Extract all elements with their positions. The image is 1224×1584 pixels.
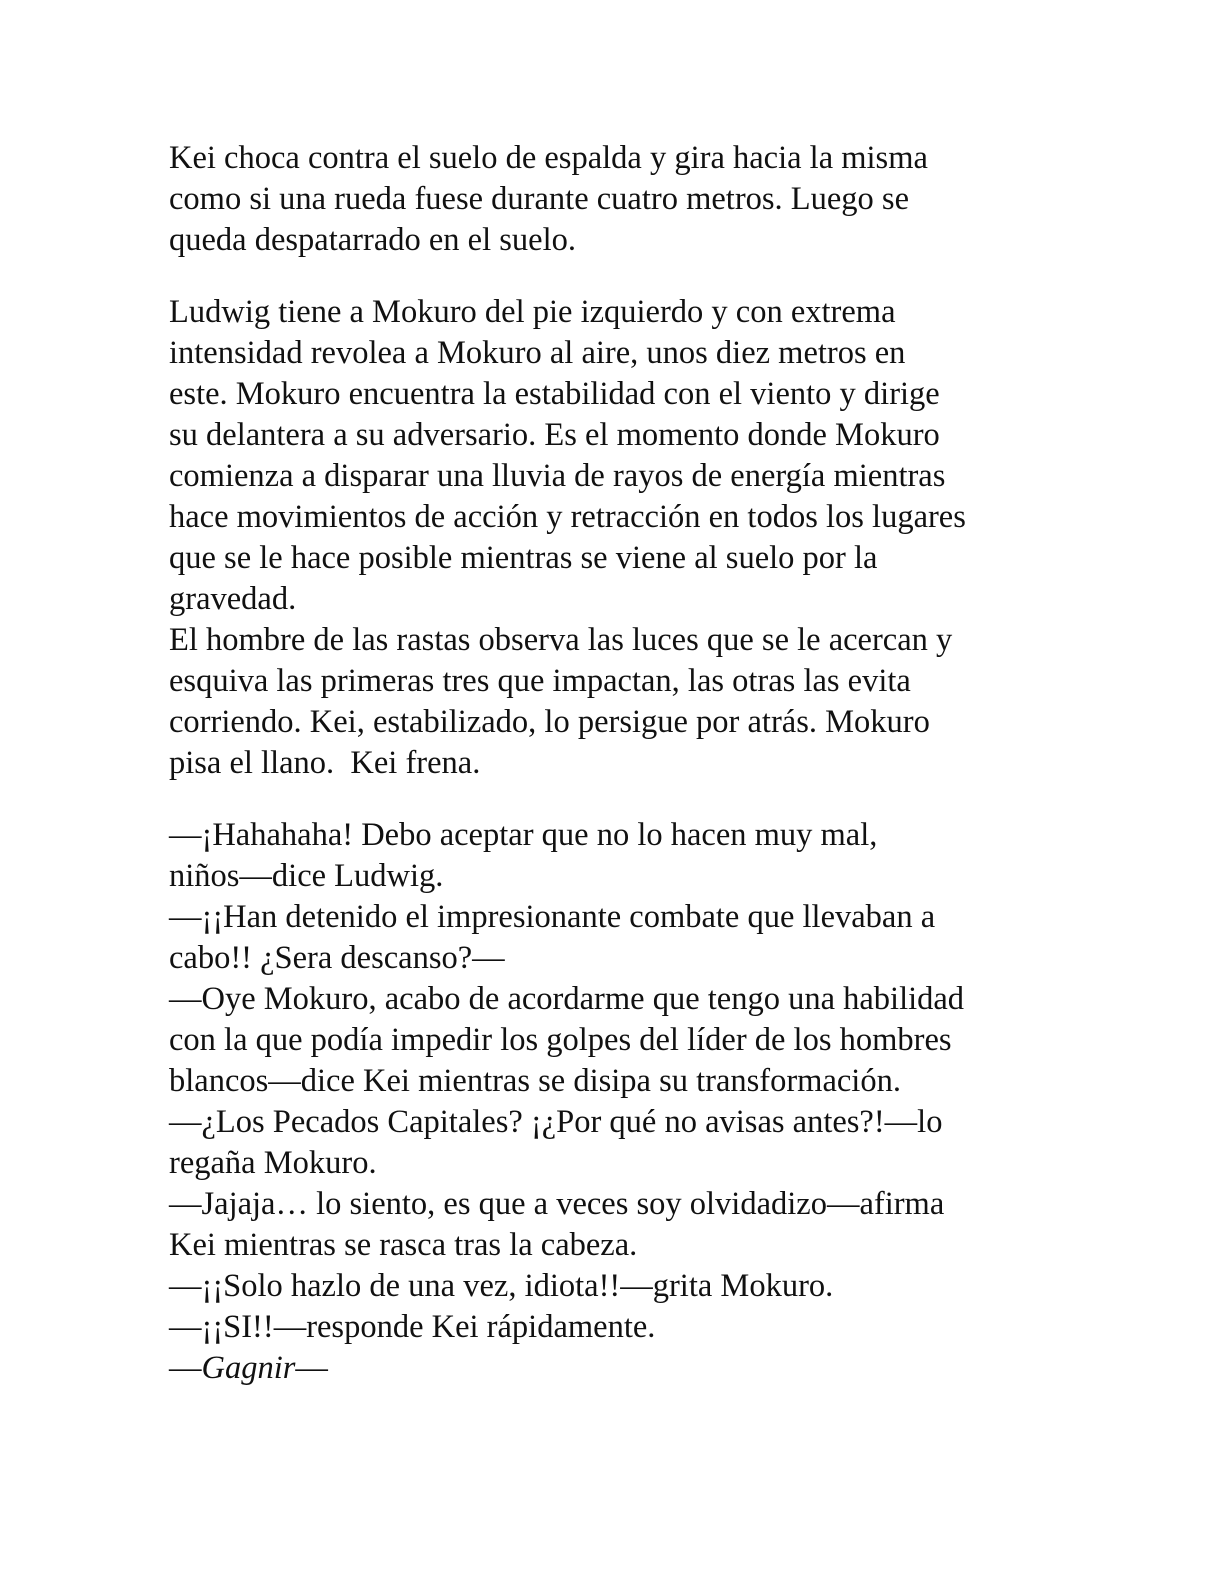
text-line: que se le hace posible mientras se viene al suelo por la <box>169 540 878 576</box>
final-dialogue-line <box>169 1348 1069 1389</box>
text-line: comienza a disparar una lluvia de rayos de energía mientras <box>169 458 946 494</box>
text-line: Kei choca contra el suelo de espalda y gira hacia la misma <box>169 140 928 176</box>
dash-open: — <box>169 1350 202 1386</box>
dialogue-line: cabo!! ¿Sera descanso?— <box>169 940 505 976</box>
text-line: este. Mokuro encuentra la estabilidad con el viento y dirige <box>169 376 940 412</box>
paragraph-2 <box>169 292 1069 784</box>
dialogue-line: —¿Los Pecados Capitales? ¡¿Por qué no avisas antes?!—lo <box>169 1104 943 1140</box>
dialogue-section <box>169 815 1069 1389</box>
dialogue-line: —¡Hahahaha! Debo aceptar que no lo hacen muy mal, <box>169 817 878 853</box>
technique-name: Gagnir <box>201 1350 296 1386</box>
text-line: como si una rueda fuese durante cuatro metros. Luego se <box>169 181 910 217</box>
paragraph-1 <box>169 138 1069 261</box>
body-text <box>169 138 1069 1389</box>
dialogue-line: —¡¡SI!!—responde Kei rápidamente. <box>169 1309 656 1345</box>
dialogue-line: —Oye Mokuro, acabo de acordarme que tengo una habilidad <box>169 981 965 1017</box>
text-line: Ludwig tiene a Mokuro del pie izquierdo y con extrema <box>169 294 896 330</box>
dialogue-line: regaña Mokuro. <box>169 1145 377 1181</box>
text-line: queda despatarrado en el suelo. <box>169 222 576 258</box>
dialogue-line: con la que podía impedir los golpes del líder de los hombres <box>169 1022 952 1058</box>
text-line: gravedad. <box>169 581 297 617</box>
text-line: hace movimientos de acción y retracción en todos los lugares <box>169 499 966 535</box>
text-line: corriendo. Kei, estabilizado, lo persigue por atrás. Mokuro <box>169 704 930 740</box>
paragraph-gap <box>169 261 1069 292</box>
dialogue-line: blancos—dice Kei mientras se disipa su transformación. <box>169 1063 901 1099</box>
dialogue-line: —¡¡Han detenido el impresionante combate que llevaban a <box>169 899 936 935</box>
dialogue-line: niños—dice Ludwig. <box>169 858 444 894</box>
text-line: El hombre de las rastas observa las luces que se le acercan y <box>169 622 953 658</box>
text-line: pisa el llano. Kei frena. <box>169 745 481 781</box>
dialogue-line: —¡¡Solo hazlo de una vez, idiota!!—grita Mokuro. <box>169 1268 834 1304</box>
text-line: intensidad revolea a Mokuro al aire, unos diez metros en <box>169 335 906 371</box>
dash-close: — <box>295 1350 328 1386</box>
paragraph-gap <box>169 784 1069 815</box>
text-line: esquiva las primeras tres que impactan, las otras las evita <box>169 663 911 699</box>
text-line: su delantera a su adversario. Es el momento donde Mokuro <box>169 417 940 453</box>
dialogue-line: Kei mientras se rasca tras la cabeza. <box>169 1227 638 1263</box>
dialogue-line: —Jajaja… lo siento, es que a veces soy olvidadizo—afirma <box>169 1186 945 1222</box>
